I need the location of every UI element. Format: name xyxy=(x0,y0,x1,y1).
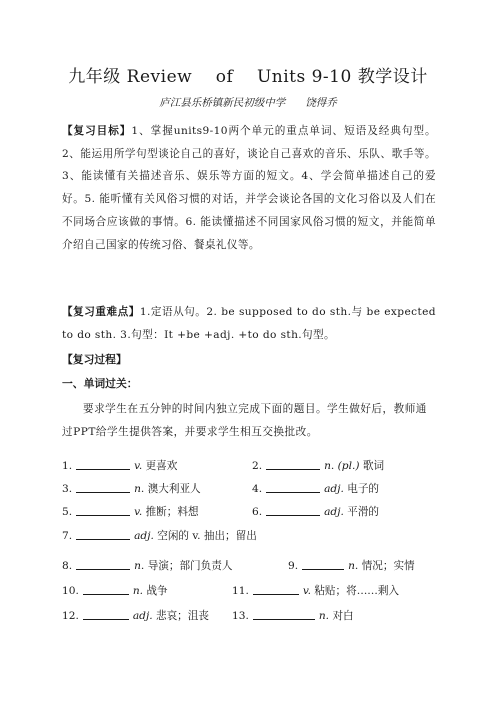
key-points-text: 1.定语从句。2. be supposed to do sth.与 be expected to do sth. 3.句型：It +be +adj. +to do sth.句型。 xyxy=(62,306,436,341)
item-number: 1. xyxy=(62,460,73,472)
meaning: 对白 xyxy=(332,610,354,622)
item-number: 12. xyxy=(62,610,79,622)
part-of-speech: adj. xyxy=(132,610,153,622)
answer-blank[interactable] xyxy=(76,528,130,540)
meaning: 情况；实情 xyxy=(361,560,415,572)
meaning: 空闲的 v. 抽出；留出 xyxy=(157,530,257,542)
goals-text: 1、掌握units9-10两个单元的重点单词、短语及经典句型。2、能运用所学句型谈论自己的喜好，谈论自己喜欢的音乐、乐队、歌手等。3、能读懂有关描述音乐、娱乐等方面的短文。4、学会简单描述自己的爱好。5. 能听懂有关风俗习惯的对话，并学会谈论各国的文化习俗以及人们在不同场合应该做的事情。6. 能读懂描述不同国家风俗习惯的短文，并能简单介绍自己国家的传统习俗、餐桌礼仪等。 xyxy=(62,125,436,251)
item-number: 3. xyxy=(62,483,73,495)
answer-blank[interactable] xyxy=(83,583,129,595)
section1-intro: 要求学生在五分钟的时间内独立完成下面的题目。学生做好后，教师通过PPT给学生提供答案，并要求学生相互交换批改。 xyxy=(62,403,427,438)
item-number: 2. xyxy=(252,460,263,472)
part-of-speech: n. (pl.) xyxy=(324,460,360,472)
answer-blank[interactable] xyxy=(266,458,320,470)
part-of-speech: v. xyxy=(302,585,311,597)
answer-blank[interactable] xyxy=(253,583,299,595)
process-heading: 【复习过程】 xyxy=(62,353,127,366)
meaning: 澳大利亚人 xyxy=(147,483,201,495)
part-of-speech: n. xyxy=(348,560,359,572)
answer-blank[interactable] xyxy=(266,504,320,516)
item-number: 6. xyxy=(252,506,263,518)
item-number: 7. xyxy=(62,530,73,542)
vocab-row xyxy=(62,558,415,573)
part-of-speech: v. xyxy=(134,506,143,518)
goals-label: 【复习目标】 xyxy=(62,125,132,137)
part-of-speech: n. xyxy=(134,483,145,495)
part-of-speech: n. xyxy=(132,585,144,597)
answer-blank[interactable] xyxy=(76,504,130,516)
meaning: 悲哀；沮丧 xyxy=(155,610,209,622)
answer-blank[interactable] xyxy=(76,558,130,570)
part-of-speech: adj. xyxy=(324,506,344,518)
part-of-speech: n. xyxy=(318,610,330,622)
meaning: 更喜欢 xyxy=(145,460,178,472)
item-number: 8. xyxy=(62,560,73,572)
item-number: 11. xyxy=(232,585,249,597)
vocab-row xyxy=(62,481,380,496)
author-line: 庐江县乐桥镇新民初级中学 饶得乔 xyxy=(159,97,337,109)
section1-heading: 一、单词过关： xyxy=(62,377,138,390)
item-number: 9. xyxy=(288,560,299,572)
vocab-row xyxy=(62,528,257,543)
vocab-row xyxy=(62,458,385,473)
item-number: 4. xyxy=(252,483,263,495)
meaning: 粘贴；将……剩入 xyxy=(314,585,400,597)
goals-paragraph xyxy=(62,120,436,256)
page-title: 九年级 Review of Units 9-10 教学设计 xyxy=(68,67,428,87)
meaning: 电子的 xyxy=(347,483,380,495)
answer-blank[interactable] xyxy=(253,608,315,620)
meaning: 战争 xyxy=(146,585,168,597)
answer-blank[interactable] xyxy=(302,558,344,570)
meaning: 平滑的 xyxy=(347,506,380,518)
item-number: 5. xyxy=(62,506,73,518)
part-of-speech: v. xyxy=(134,460,143,472)
part-of-speech: adj. xyxy=(134,530,154,542)
vocab-row xyxy=(62,608,354,623)
part-of-speech: n. xyxy=(134,560,145,572)
item-number: 13. xyxy=(232,610,249,622)
key-points-paragraph xyxy=(62,301,436,346)
key-points-label: 【复习重难点】 xyxy=(62,306,140,318)
answer-blank[interactable] xyxy=(76,481,130,493)
answer-blank[interactable] xyxy=(83,608,129,620)
part-of-speech: adj. xyxy=(324,483,344,495)
meaning: 导演；部门负责人 xyxy=(147,560,233,572)
answer-blank[interactable] xyxy=(76,458,130,470)
vocab-row xyxy=(62,504,380,519)
item-number: 10. xyxy=(62,585,79,597)
meaning: 推断；料想 xyxy=(145,506,199,518)
answer-blank[interactable] xyxy=(266,481,320,493)
vocab-row xyxy=(62,583,400,598)
meaning: 歌词 xyxy=(362,460,385,472)
